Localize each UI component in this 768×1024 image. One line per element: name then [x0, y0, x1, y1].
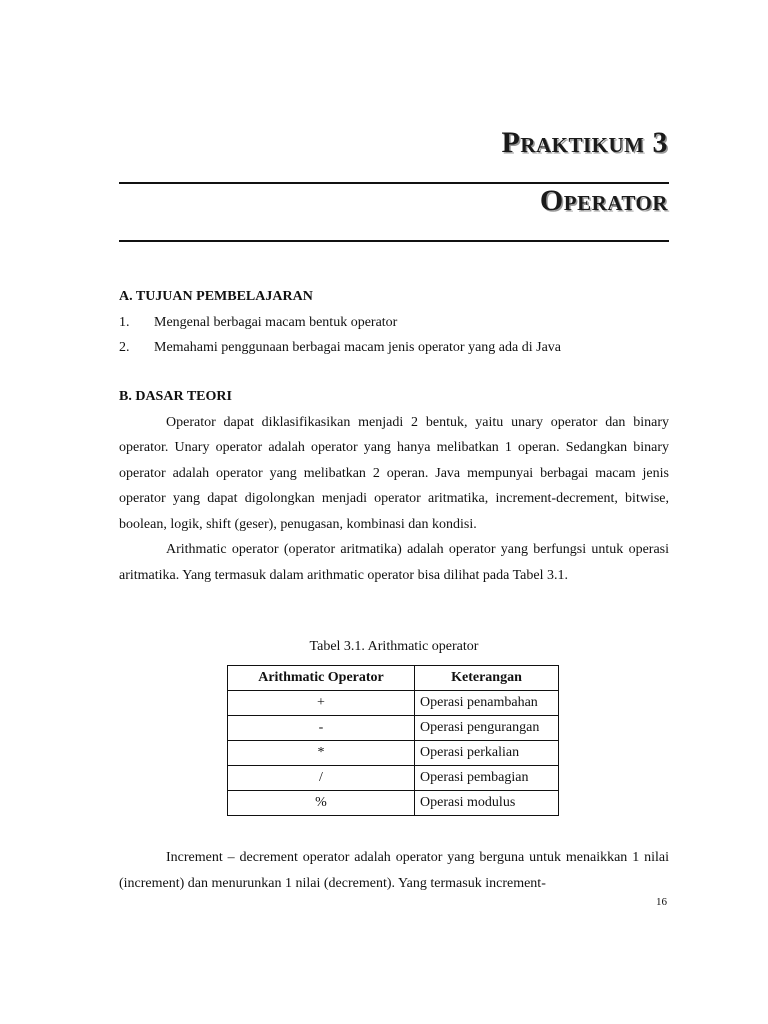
section-heading-theory: B. DASAR TEORI [119, 389, 232, 404]
paragraph: Increment – decrement operator adalah operator yang berguna untuk menaikkan 1 nilai (increment) dan menurunkan 1 nilai (decrement). Yang termasuk increment- [119, 850, 669, 891]
table-header-cell: Arithmatic Operator [228, 666, 415, 691]
arithmetic-operator-table [227, 665, 559, 816]
operator-symbol-cell: / [228, 766, 415, 791]
list-item [119, 335, 669, 361]
table-row [228, 741, 559, 766]
chapter-subtitle: Operator [539, 184, 668, 217]
list-item-text: Memahami penggunaan berbagai macam jenis operator yang ada di Java [154, 340, 562, 355]
page-number: 16 [656, 896, 667, 908]
operator-description-cell: Operasi pembagian [415, 766, 559, 791]
table-caption: Tabel 3.1. Arithmatic operator [309, 639, 479, 654]
section-objectives [119, 284, 669, 361]
list-item-number: 1. [119, 314, 130, 330]
operator-description-cell: Operasi modulus [415, 791, 559, 816]
operator-description-cell: Operasi perkalian [415, 741, 559, 766]
operator-description-cell: Operasi pengurangan [415, 716, 559, 741]
section-heading-objectives: A. TUJUAN PEMBELAJARAN [119, 289, 313, 304]
section-continuation [119, 845, 669, 896]
operator-symbol-cell: * [228, 741, 415, 766]
operator-symbol-cell: % [228, 791, 415, 816]
table-header-row [228, 666, 559, 691]
operator-symbol-cell: + [228, 691, 415, 716]
operator-description-cell: Operasi penambahan [415, 691, 559, 716]
table-row [228, 766, 559, 791]
list-item-text: Mengenal berbagai macam bentuk operator [154, 314, 398, 330]
table-header-cell: Keterangan [415, 666, 559, 691]
objectives-list [119, 310, 669, 361]
paragraph: Operator dapat diklasifikasikan menjadi 2 bentuk, yaitu unary operator dan binary operator. Unary operator adalah operator yang hanya melibatkan 1 operan. Sedangkan binary operator adalah operator yang melibatkan 2 operan. Java mempunyai berbagai macam jenis operator yang dapat digolongkan menjadi operator aritmatika, increment-decrement, bitwise, boolean, logik, shift (geser), penugasan, kombinasi dan kondisi. [119, 414, 669, 532]
section-theory [119, 384, 669, 588]
paragraph: Arithmatic operator (operator aritmatika) adalah operator yang berfungsi untuk operasi aritmatika. Yang termasuk dalam arithmatic operator bisa dilihat pada Tabel 3.1. [119, 542, 669, 583]
table-row [228, 716, 559, 741]
chapter-title: Praktikum 3 [501, 126, 668, 159]
title-rule-bottom [119, 240, 669, 242]
table-row [228, 691, 559, 716]
table-row [228, 791, 559, 816]
list-item-number: 2. [119, 340, 130, 355]
list-item [119, 310, 669, 336]
operator-symbol-cell: - [228, 716, 415, 741]
